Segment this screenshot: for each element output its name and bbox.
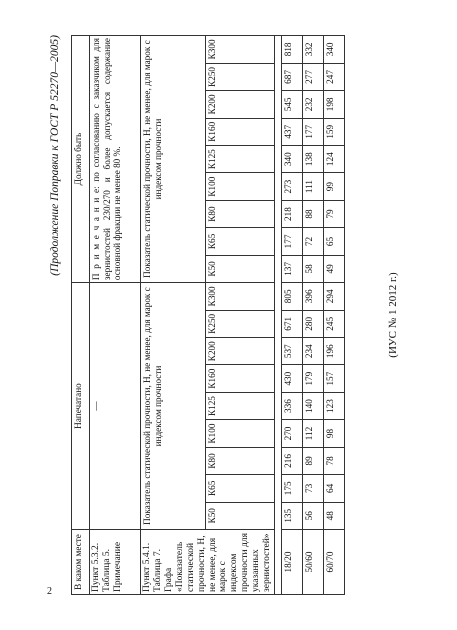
grade-cell: К50 bbox=[206, 255, 275, 282]
should-value-cell: 332 bbox=[303, 36, 324, 64]
row2-should-header: Показатель статической прочности, Н, не менее, для марок с индексом прочности bbox=[141, 36, 206, 283]
grit-cell: 60/70 bbox=[324, 529, 345, 594]
grade-cell: К200 bbox=[206, 338, 275, 365]
printed-value-cell: 157 bbox=[324, 365, 345, 392]
table-row bbox=[303, 36, 324, 595]
grade-cell: К80 bbox=[206, 200, 275, 227]
should-value-cell: 99 bbox=[324, 173, 345, 200]
should-value-cell: 124 bbox=[324, 145, 345, 172]
printed-value-cell: 430 bbox=[282, 365, 303, 392]
should-value-cell: 273 bbox=[282, 173, 303, 200]
page-number: 2 bbox=[47, 586, 52, 597]
printed-value-cell: 396 bbox=[303, 283, 324, 311]
value-rows bbox=[282, 36, 345, 595]
rotated-page-content bbox=[49, 35, 419, 595]
grade-cell: К160 bbox=[206, 118, 275, 145]
grade-cell: К300 bbox=[206, 36, 275, 64]
grade-cell: К80 bbox=[206, 447, 275, 474]
printed-value-cell: 245 bbox=[324, 310, 345, 337]
grade-cell: К250 bbox=[206, 63, 275, 90]
printed-value-cell: 73 bbox=[303, 475, 324, 502]
grade-row bbox=[206, 36, 275, 595]
grade-cell: К65 bbox=[206, 228, 275, 255]
should-value-cell: 818 bbox=[282, 36, 303, 64]
should-value-cell: 49 bbox=[324, 255, 345, 282]
printed-value-cell: 123 bbox=[324, 392, 345, 419]
should-value-cell: 340 bbox=[324, 36, 345, 64]
printed-value-cell: 234 bbox=[303, 338, 324, 365]
should-value-cell: 545 bbox=[282, 91, 303, 118]
grade-cell: К300 bbox=[206, 283, 275, 311]
grade-cell: К250 bbox=[206, 310, 275, 337]
should-value-cell: 247 bbox=[324, 63, 345, 90]
should-value-cell: 232 bbox=[303, 91, 324, 118]
printed-value-cell: 671 bbox=[282, 310, 303, 337]
grade-cell: К125 bbox=[206, 392, 275, 419]
grade-cell: К125 bbox=[206, 145, 275, 172]
printed-value-cell: 64 bbox=[324, 475, 345, 502]
table-row bbox=[324, 36, 345, 595]
should-value-cell: 198 bbox=[324, 91, 345, 118]
printed-value-cell: 56 bbox=[303, 502, 324, 529]
row2-printed-header: Показатель статической прочности, Н, не менее, для марок с индексом прочности bbox=[141, 283, 206, 530]
should-value-cell: 218 bbox=[282, 200, 303, 227]
printed-value-cell: 196 bbox=[324, 338, 345, 365]
row1-place: Пункт 5.3.2. Таблица 5. Примечание bbox=[90, 529, 141, 594]
data-rows bbox=[275, 36, 282, 595]
grit-cell: 18/20 bbox=[282, 529, 303, 594]
grade-cell: К100 bbox=[206, 420, 275, 447]
should-value-cell: 65 bbox=[324, 228, 345, 255]
printed-value-cell: 135 bbox=[282, 502, 303, 529]
printed-value-cell: 140 bbox=[303, 392, 324, 419]
amendment-table bbox=[71, 35, 345, 595]
printed-value-cell: 294 bbox=[324, 283, 345, 311]
printed-value-cell: 336 bbox=[282, 392, 303, 419]
printed-value-cell: 78 bbox=[324, 447, 345, 474]
row2-place: Пункт 5.4.1. Таблица 7. Графа «Показатель статической прочности, Н, не менее, для марок с индексом прочности для указанных зернистостей» bbox=[141, 529, 275, 594]
grade-cell: К200 bbox=[206, 91, 275, 118]
footer-note: (ИУС № 1 2012 г.) bbox=[387, 272, 399, 358]
grade-cell: К50 bbox=[206, 502, 275, 529]
printed-value-cell: 805 bbox=[282, 283, 303, 311]
printed-value-cell: 280 bbox=[303, 310, 324, 337]
should-value-cell: 159 bbox=[324, 118, 345, 145]
table-header-row bbox=[72, 36, 90, 595]
should-value-cell: 111 bbox=[303, 173, 324, 200]
printed-value-cell: 537 bbox=[282, 338, 303, 365]
table-row bbox=[141, 36, 206, 595]
should-value-cell: 340 bbox=[282, 145, 303, 172]
header-should-be: Должно быть bbox=[72, 36, 90, 283]
header-where: В каком месте bbox=[72, 529, 90, 594]
table-row bbox=[90, 36, 141, 595]
grit-cell: 50/60 bbox=[303, 529, 324, 594]
running-header: (Продолжение Поправки к ГОСТ Р 52270—2005) bbox=[49, 35, 61, 276]
grade-cell: К160 bbox=[206, 365, 275, 392]
should-value-cell: 58 bbox=[303, 255, 324, 282]
printed-value-cell: 216 bbox=[282, 447, 303, 474]
header-printed: Напечатано bbox=[72, 283, 90, 530]
should-value-cell: 687 bbox=[282, 63, 303, 90]
printed-value-cell: 112 bbox=[303, 420, 324, 447]
should-value-cell: 79 bbox=[324, 200, 345, 227]
should-value-cell: 72 bbox=[303, 228, 324, 255]
printed-value-cell: 270 bbox=[282, 420, 303, 447]
table-row bbox=[282, 36, 303, 595]
should-value-cell: 277 bbox=[303, 63, 324, 90]
should-value-cell: 137 bbox=[282, 255, 303, 282]
should-value-cell: 88 bbox=[303, 200, 324, 227]
should-value-cell: 177 bbox=[303, 118, 324, 145]
should-value-cell: 437 bbox=[282, 118, 303, 145]
row1-should-be: П р и м е ч а н и е: по согласованию с заказчиком для зернистостей 230/270 и более допускается содержание основной фракции не менее 80 %. bbox=[90, 36, 141, 283]
should-value-cell: 138 bbox=[303, 145, 324, 172]
grade-cell: К100 bbox=[206, 173, 275, 200]
printed-value-cell: 179 bbox=[303, 365, 324, 392]
row1-printed: — bbox=[90, 283, 141, 530]
printed-value-cell: 48 bbox=[324, 502, 345, 529]
printed-value-cell: 175 bbox=[282, 475, 303, 502]
printed-value-cell: 89 bbox=[303, 447, 324, 474]
printed-value-cell: 98 bbox=[324, 420, 345, 447]
grade-cell: К65 bbox=[206, 475, 275, 502]
should-value-cell: 177 bbox=[282, 228, 303, 255]
